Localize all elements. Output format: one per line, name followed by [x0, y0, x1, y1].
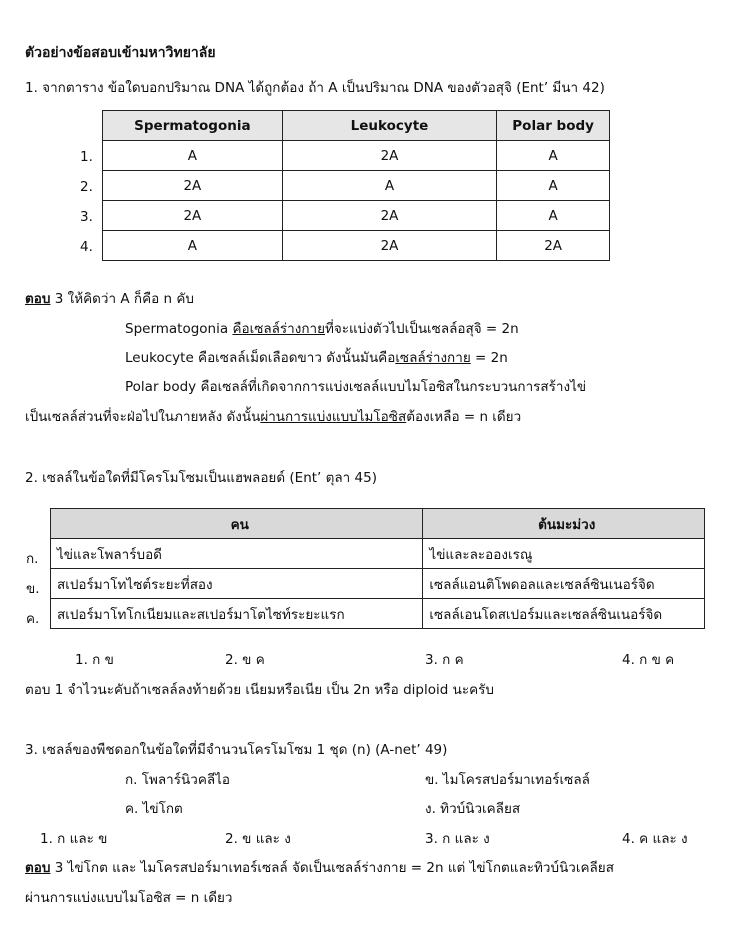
- q3-choice: 2. ข และ ง: [225, 831, 291, 847]
- table-cell: เซลล์เอนโดสเปอร์มและเซลล์ซินเนอร์จิด: [423, 599, 705, 629]
- q1-explanation-3: Polar body คือเซลล์ที่เกิดจากการแบ่งเซลล์แบบไมโอซิสในกระบวนการสร้างไข่: [125, 379, 587, 395]
- table-cell: A: [103, 141, 283, 171]
- table-cell: A: [282, 171, 496, 201]
- table-cell: 2A: [103, 171, 283, 201]
- q3-answer-2: ผ่านการแบ่งแบบไมโอซิส = n เดียว: [25, 890, 233, 906]
- table-cell: A: [497, 201, 610, 231]
- table-cell: 2A: [282, 201, 496, 231]
- row-label: ก.: [26, 551, 39, 567]
- q3-choice: 1. ก และ ข: [40, 831, 108, 847]
- answer-label: ตอบ: [25, 860, 51, 876]
- q2-choice: 1. ก ข: [75, 652, 114, 668]
- row-label: 4.: [80, 239, 93, 255]
- q1-explanation-4: [25, 405, 521, 427]
- text: ที่จะแบ่งตัวไปเป็นเซลล์อสุจิ = 2n: [325, 321, 519, 337]
- q1-dna-table: [102, 110, 610, 261]
- q3-option: ก. โพลาร์นิวคลีไอ: [125, 772, 231, 788]
- q2-cell-table: [50, 508, 705, 629]
- text: = 2n: [470, 350, 508, 366]
- page-heading: ตัวอย่างข้อสอบเข้ามหาวิทยาลัย: [25, 45, 216, 61]
- table-row: [103, 171, 610, 201]
- underlined-text: คือเซลล์ร่างกาย: [232, 321, 325, 337]
- table-cell: สเปอร์มาโทไซต์ระยะที่สอง: [51, 569, 423, 599]
- table-row: [103, 231, 610, 261]
- q3-option: ข. ไมโครสปอร์มาเทอร์เซลล์: [425, 772, 590, 788]
- table-row: [103, 201, 610, 231]
- q1-answer: [25, 287, 194, 309]
- table-cell: 2A: [282, 141, 496, 171]
- table-cell: ไข่และละอองเรณู: [423, 539, 705, 569]
- table-cell: 2A: [497, 231, 610, 261]
- underlined-text: เซลล์ร่างกาย: [395, 350, 471, 366]
- table-cell: เซลล์แอนติโพดอลและเซลล์ซินเนอร์จิด: [423, 569, 705, 599]
- answer-label: ตอบ: [25, 291, 51, 307]
- table-header-cell: ต้นมะม่วง: [423, 509, 705, 539]
- underlined-text: ผ่านการแบ่งแบบไมโอซิส: [260, 409, 407, 425]
- row-label: 2.: [80, 179, 93, 195]
- table-cell: A: [497, 141, 610, 171]
- table-cell: A: [103, 231, 283, 261]
- q3-choice: 4. ค และ ง: [622, 831, 688, 847]
- table-cell: ไข่และโพลาร์บอดี: [51, 539, 423, 569]
- row-label: ข.: [26, 581, 40, 597]
- table-row: [103, 141, 610, 171]
- row-label: 3.: [80, 209, 93, 225]
- table-cell: 2A: [103, 201, 283, 231]
- table-header-cell: Leukocyte: [282, 111, 496, 141]
- question-1: 1. จากตาราง ข้อใดบอกปริมาณ DNA ได้ถูกต้อง ถ้า A เป็นปริมาณ DNA ของตัวอสุจิ (Ent’ มีนา 42): [25, 80, 605, 96]
- table-header-cell: Spermatogonia: [103, 111, 283, 141]
- answer-text: 3 ให้คิดว่า A ก็คือ n คับ: [50, 291, 194, 307]
- q3-answer: [25, 856, 614, 878]
- text: เป็นเซลล์ส่วนที่จะฝ่อไปในภายหลัง ดังนั้น: [25, 409, 261, 425]
- table-row: [51, 569, 705, 599]
- row-label: ค.: [26, 611, 40, 627]
- table-cell: สเปอร์มาโทโกเนียมและสเปอร์มาโตไซท์ระยะแรก: [51, 599, 423, 629]
- answer-text: 3 ไข่โกต และ ไมโครสปอร์มาเทอร์เซลล์ จัดเป็นเซลล์ร่างกาย = 2n แต่ ไข่โกตและทิวบ์นิวเคลียส: [50, 860, 614, 876]
- q1-explanation-1: [125, 317, 519, 339]
- question-2: 2. เซลล์ในข้อใดที่มีโครโมโซมเป็นแฮพลอยด์ (Ent’ ตุลา 45): [25, 470, 377, 486]
- q3-option: ค. ไข่โกต: [125, 801, 183, 817]
- table-header-cell: คน: [51, 509, 423, 539]
- text: ต้องเหลือ = n เดียว: [406, 409, 522, 425]
- table-row: [51, 539, 705, 569]
- text: Leukocyte คือเซลล์เม็ดเลือดขาว ดังนั้นมันคือ: [125, 350, 396, 366]
- table-header-row: [51, 509, 705, 539]
- q3-choice: 3. ก และ ง: [425, 831, 490, 847]
- table-cell: A: [497, 171, 610, 201]
- q2-choice: 3. ก ค: [425, 652, 464, 668]
- table-header-row: [103, 111, 610, 141]
- table-row: [51, 599, 705, 629]
- row-label: 1.: [80, 149, 93, 165]
- q2-choice: 4. ก ข ค: [622, 652, 675, 668]
- q2-choice: 2. ข ค: [225, 652, 265, 668]
- q3-option: ง. ทิวบ์นิวเคลียส: [425, 801, 521, 817]
- q1-explanation-2: [125, 346, 508, 368]
- q2-answer: ตอบ 1 จำไวนะคับถ้าเซลล์ลงท้ายด้วย เนียมหรือเนีย เป็น 2n หรือ diploid นะครับ: [25, 682, 494, 698]
- table-cell: 2A: [282, 231, 496, 261]
- question-3: 3. เซลล์ของพืชดอกในข้อใดที่มีจำนวนโครโมโซม 1 ชุด (n) (A-net’ 49): [25, 742, 448, 758]
- table-header-cell: Polar body: [497, 111, 610, 141]
- text: Spermatogonia: [125, 321, 233, 337]
